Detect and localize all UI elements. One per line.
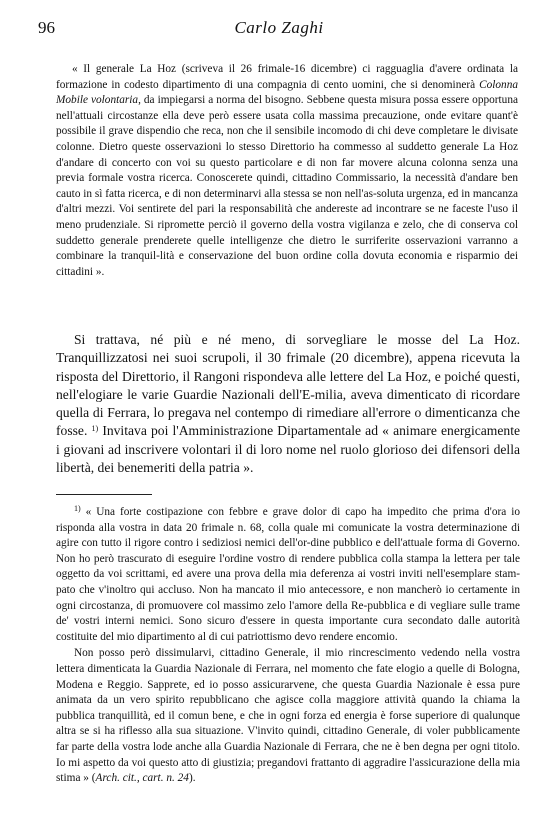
quote-paragraph [56,62,518,280]
footnote-marker: 1) [74,504,81,513]
footnote-citation: Arch. cit., cart. n. 24 [95,772,189,785]
footnotes [56,505,520,787]
quote-text-part1: « Il generale La Hoz (scriveva il 26 frimale-16 dicembre) ci ragguaglia d'avere ordinata la formazione in codesto dipartimento di una compagnia di cento uomini, che si denominerà [56,63,518,91]
quote-text-part2: , da impiegarsi a norma del bisogno. Sebbene questa misura possa essere opportuna nell'attuali circostanze ella deve però essere usata colla massima precauzione, onde evitare quant'è possibile il grave dispendio che reca, non che il sensibile incomodo di chi deve completare le divisate colonne. Dietro queste osservazioni lo stesso Direttorio ha commesso al suddetto generale La Hoz d'andare di concerto con voi su questo particolare e di non far movere alcuna colonna senza una previa formale vostra ricerca. Conoscerete quindi, cittadino Commissario, la necessità d'andare ben cauto in sì fatta ricerca, e di non determinarvi alla stessa se non nell'as-soluta urgenza, ed in mancanza d'altri mezzi. Voi sentirete del pari la responsabilità che andereste ad incontrare se ne faceste l'uso il meno prudenziale. Si ripromette perciò il governo della vostra vigilanza e zelo, che di conserva col suddetto generale prenderete quelle intelligenze che dietro le surriferite osservazioni varranno a combinare la tranquil-lità e conservazione del buon ordine colla dovuta economia e risparmio dei cittadini ». [56,94,518,278]
footnote-paragraph-1 [56,505,520,645]
quote-italic-term: Colonna Mobile volontaria [56,78,518,107]
footnote-reference: 1) [91,424,99,434]
body-text-after-note: Invitava poi l'Amministrazione Dipartamentale ad « animare energicamente i giovani ad inscrivere volontari il di loro nome nel ruolo glorioso dei difensori della libertà, dei benemeriti della patria ». [56,423,521,476]
footnote-paragraph-2 [56,646,520,786]
body-text [56,331,520,477]
footnote-text-2: Non posso però dissimularvi, cittadino Generale, il mio rincrescimento vedendo nella vostra lettera dimenticata la Guardia Nazionale di Ferrara, nel momento che fate elogio a quelle di Bologna, Modena e Reggio. Sapprete, ed io posso assicurarvene, che questa Guardia Nazionale è essa pure animata da un vero spirito repubblicano che agisce colla maggiore attività quando la chiama la pubblica tranquillità, ed il comun bene, e che in ogni forza ed energia è forse superiore di qualunque altra se si ha riflesso alla sua situazione. V'invito quindi, cittadino Generale, di voler pubblicamente far parte della vostra lode anche alla Guardia Nazionale di Ferrara, che ne è ben degna per ogni titolo. Io mi aspetto da voi questo atto di giustizia; pregandovi frattanto di aggradire l'assicurazione della mia stima » ( [56,647,520,785]
body-text-main: Si trattava, né più e né meno, di sorvegliare le mosse del La Hoz. Tranquillizzatosi nei suoi scrupoli, il 30 frimale (20 dicembre), appena ricevuta la risposta del Direttorio, il Rangoni rispondeva alle lettere del La Hoz, e poiché questi, nell'elogiare le varie Guardie Nazionali dell'E-milia, aveva dimenticato di ricordare quella di Ferrara, lo pregava nel contempo di rimediare all'errore o dimenticanza che fosse. [56,332,520,439]
footnote-rule [56,494,152,495]
page-number: 96 [38,18,55,37]
running-title: Carlo Zaghi [234,18,324,37]
footnote-text-2-end: ). [188,772,196,785]
footnote-text-1: « Una forte costipazione con febbre e grave dolor di capo ha impedito che prima d'ora io risponda alla vostra in data 20 frimale n. 68, colla quale mi comunicate la vostra determinazione di agire con tutto il rigore contro i sediziosi nemici dell'or-dine pubblico e dell'attuale forma di Governo. Non ho però trascurato di eseguire l'ordine vostro di rendere pubblica colla stampa la lettera per tale oggetto da voi scrittami, ed avere una prova della mia deferenza ai vostri inviti nell'esemplare stam-pato che v'inoltro qui accluso. Non ha mancato il mio antecessore, e non mancherò io certamente in ogni circostanza, di promuovere col massimo zelo l'amore della Re-pubblica e di vegliare sulle trame de' vostri interni nemici. Sono sicuro d'essere in questa importante cura secondato dalle autorità costituite del mio dipartimento al di cui patriottismo devo rendere encomio. [56,506,520,643]
block-quote [56,62,518,280]
running-head [38,18,520,38]
body-paragraph [56,331,520,477]
